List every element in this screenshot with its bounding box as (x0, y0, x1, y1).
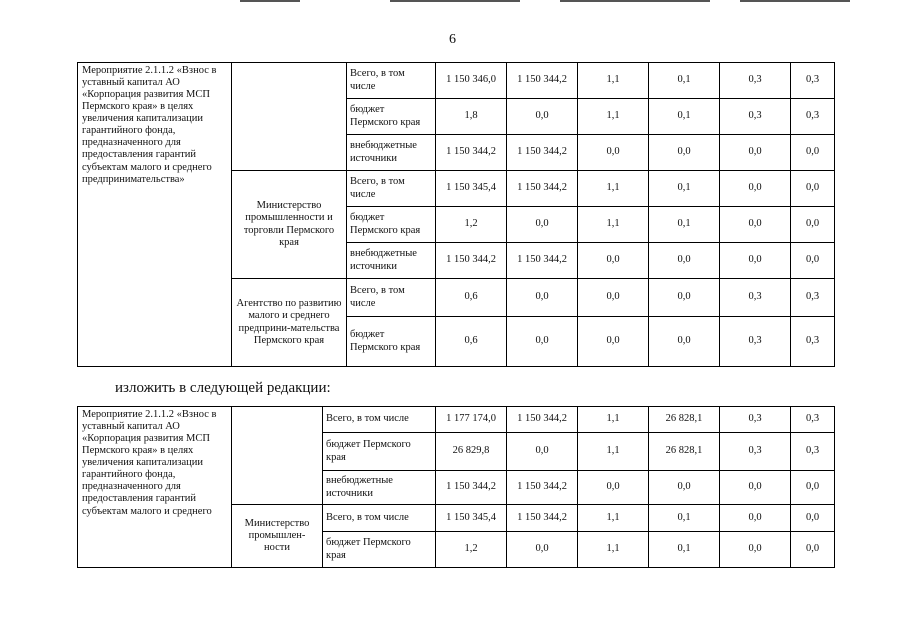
value-cell: 0,3 (791, 317, 835, 367)
budget-table-old (77, 62, 835, 367)
value-cell: 0,0 (649, 471, 720, 505)
value-cell: 0,0 (507, 317, 578, 367)
value-cell: 0,0 (649, 135, 720, 171)
value-cell: 0,6 (436, 317, 507, 367)
value-cell: 1,1 (578, 207, 649, 243)
value-cell: 0,3 (720, 99, 791, 135)
value-cell: 0,3 (791, 63, 835, 99)
value-cell: 0,0 (649, 317, 720, 367)
value-cell: 0,0 (720, 243, 791, 279)
value-cell: 0,0 (791, 207, 835, 243)
value-cell: 1 150 344,2 (436, 135, 507, 171)
value-cell: 0,3 (720, 317, 791, 367)
value-cell: 0,0 (720, 135, 791, 171)
value-cell: 0,3 (791, 99, 835, 135)
table-row (78, 63, 835, 99)
value-cell: 1 150 344,2 (436, 243, 507, 279)
top-edge-line (390, 0, 520, 2)
value-cell: 0,6 (436, 279, 507, 317)
value-cell: 1 150 344,2 (507, 63, 578, 99)
value-cell: 1,1 (578, 63, 649, 99)
executor-cell (232, 407, 323, 505)
value-cell: 1,8 (436, 99, 507, 135)
value-cell: 0,0 (507, 99, 578, 135)
value-cell: 26 828,1 (649, 407, 720, 433)
value-cell: 1 150 344,2 (507, 171, 578, 207)
value-cell: 1 150 344,2 (507, 505, 578, 532)
amendment-caption: изложить в следующей редакции: (115, 380, 331, 396)
funding-source-cell: бюджет Пермского края (347, 207, 436, 243)
value-cell: 0,3 (720, 407, 791, 433)
funding-source-cell: бюджет Пермского края (347, 317, 436, 367)
value-cell: 0,1 (649, 171, 720, 207)
value-cell: 0,0 (578, 279, 649, 317)
funding-source-cell: Всего, в том числе (323, 505, 436, 532)
value-cell: 0,1 (649, 532, 720, 568)
measure-description-cell: Мероприятие 2.1.1.2 «Взнос в уставный капитал АО «Корпорация развития МСП Пермского края» в целях увеличения капитализации гарантийного фонда, предназначенного для предоставления гарантий субъектам малого и среднего (78, 407, 232, 568)
value-cell: 0,3 (791, 407, 835, 433)
value-cell: 0,0 (578, 243, 649, 279)
value-cell: 1 150 346,0 (436, 63, 507, 99)
value-cell: 26 828,1 (649, 433, 720, 471)
value-cell: 1,1 (578, 407, 649, 433)
value-cell: 0,1 (649, 207, 720, 243)
budget-table-new (77, 406, 835, 568)
funding-source-cell: внебюджетные источники (323, 471, 436, 505)
table-row (78, 407, 835, 433)
value-cell: 1,1 (578, 433, 649, 471)
value-cell: 0,3 (720, 279, 791, 317)
executor-cell (232, 63, 347, 171)
value-cell: 0,0 (507, 532, 578, 568)
funding-source-cell: Всего, в том числе (323, 407, 436, 433)
value-cell: 0,0 (507, 207, 578, 243)
value-cell: 1,1 (578, 532, 649, 568)
value-cell: 0,0 (791, 243, 835, 279)
value-cell: 0,0 (720, 471, 791, 505)
value-cell: 0,0 (791, 471, 835, 505)
funding-source-cell: внебюджетные источники (347, 135, 436, 171)
value-cell: 1,2 (436, 207, 507, 243)
measure-description-cell: Мероприятие 2.1.1.2 «Взнос в уставный капитал АО «Корпорация развития МСП Пермского края» в целях увеличения капитализации гарантийного фонда, предназначенного для предоставления гарантий субъектам малого и среднего предпринимательства» (78, 63, 232, 367)
value-cell: 26 829,8 (436, 433, 507, 471)
funding-source-cell: бюджет Пермского края (347, 99, 436, 135)
funding-source-cell: Всего, в том числе (347, 279, 436, 317)
value-cell: 0,0 (791, 171, 835, 207)
value-cell: 1 150 345,4 (436, 171, 507, 207)
value-cell: 0,3 (720, 433, 791, 471)
executor-cell: Агентство по развитию малого и среднего предприни-мательства Пермского края (232, 279, 347, 367)
value-cell: 1,1 (578, 505, 649, 532)
executor-cell: Министерство промышленности и торговли Пермского края (232, 171, 347, 279)
value-cell: 0,3 (791, 279, 835, 317)
value-cell: 0,0 (720, 207, 791, 243)
value-cell: 1 150 344,2 (507, 471, 578, 505)
value-cell: 1,1 (578, 99, 649, 135)
value-cell: 0,0 (578, 317, 649, 367)
value-cell: 1 150 344,2 (507, 407, 578, 433)
value-cell: 1,1 (578, 171, 649, 207)
value-cell: 1,2 (436, 532, 507, 568)
value-cell: 1 150 345,4 (436, 505, 507, 532)
funding-source-cell: бюджет Пермского края (323, 532, 436, 568)
value-cell: 0,0 (507, 279, 578, 317)
value-cell: 1 150 344,2 (507, 135, 578, 171)
value-cell: 0,0 (720, 532, 791, 568)
value-cell: 0,0 (720, 171, 791, 207)
value-cell: 1 150 344,2 (436, 471, 507, 505)
value-cell: 0,0 (791, 532, 835, 568)
value-cell: 0,3 (791, 433, 835, 471)
value-cell: 0,0 (791, 135, 835, 171)
value-cell: 0,0 (791, 505, 835, 532)
value-cell: 0,1 (649, 505, 720, 532)
top-edge-line (240, 0, 300, 2)
top-edge-line (560, 0, 710, 2)
value-cell: 0,1 (649, 99, 720, 135)
value-cell: 0,0 (507, 433, 578, 471)
funding-source-cell: Всего, в том числе (347, 63, 436, 99)
value-cell: 0,0 (649, 279, 720, 317)
value-cell: 0,3 (720, 63, 791, 99)
value-cell: 1 150 344,2 (507, 243, 578, 279)
funding-source-cell: бюджет Пермского края (323, 433, 436, 471)
value-cell: 0,1 (649, 63, 720, 99)
value-cell: 0,0 (578, 135, 649, 171)
value-cell: 1 177 174,0 (436, 407, 507, 433)
funding-source-cell: Всего, в том числе (347, 171, 436, 207)
value-cell: 0,0 (720, 505, 791, 532)
executor-cell: Министерство промышлен-ности (232, 505, 323, 568)
value-cell: 0,0 (649, 243, 720, 279)
page-number: 6 (449, 32, 456, 47)
funding-source-cell: внебюджетные источники (347, 243, 436, 279)
top-edge-line (740, 0, 850, 2)
value-cell: 0,0 (578, 471, 649, 505)
